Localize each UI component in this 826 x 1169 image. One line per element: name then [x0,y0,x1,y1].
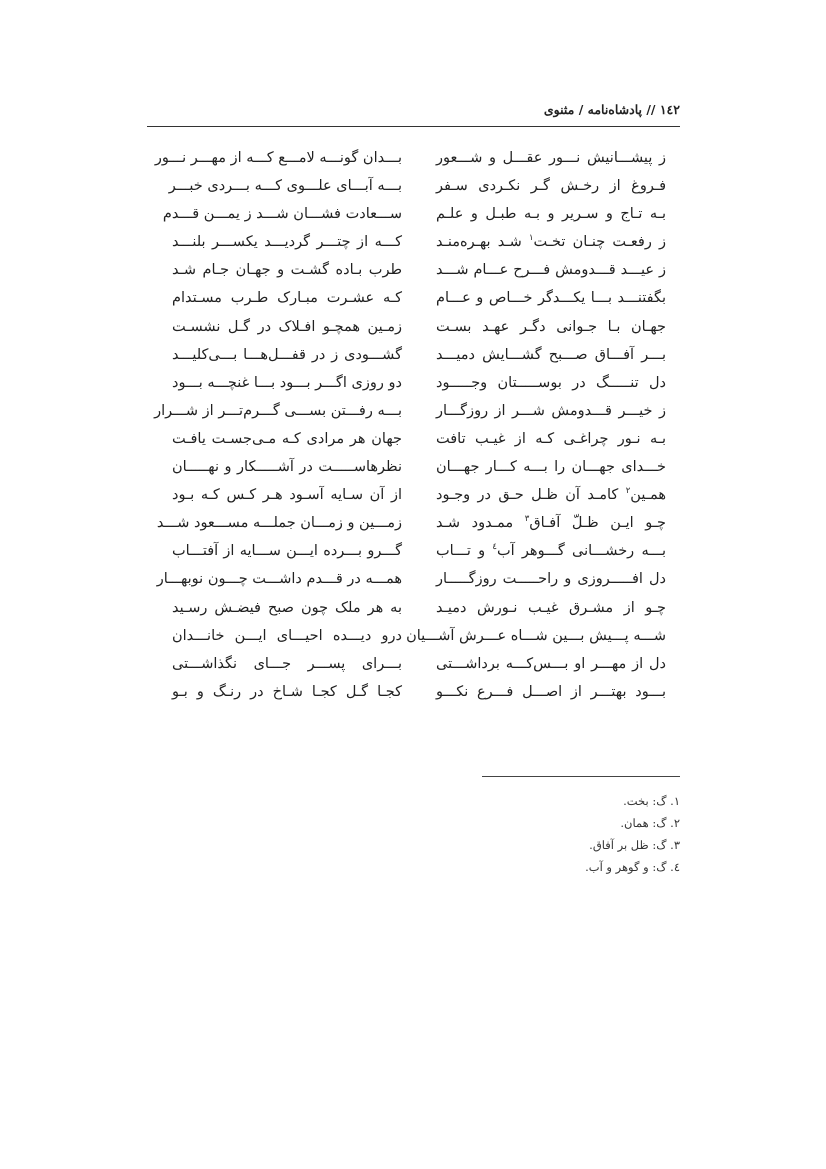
verse-text: بـه تـاج و سـریر و بـه طبـل و علـم [436,206,666,223]
verse-text: بـــه رخشـــانی گـــوهر آب [496,543,667,560]
verse-line [172,369,402,397]
verse-text: زمـــین و زمـــان جملـــه مســـعود شـــد [156,515,402,532]
verse-line [406,622,666,650]
verse-line [436,228,666,256]
verse-text: بگفتنـــد بـــا یکـــدگر خـــاص و عـــام [436,290,666,307]
verse-line [154,144,402,172]
footnote-item: ٤. گ: و گوهر و آب. [585,860,680,874]
verse-line [172,650,402,678]
verse-line [172,313,402,341]
verse-line [436,341,666,369]
verse-line [154,397,402,425]
running-header: ١٤٢ // پادشاه‌نامه / مثنوی [543,102,680,117]
verse-line [436,453,666,481]
verse-text-continued: و تـــاب [436,543,493,560]
verse-text: بـــرای پســـر جـــای نگذاشـــتی [172,655,402,672]
verse-line [436,172,666,200]
footnote-item: ١. گ: بخت. [623,794,680,808]
verse-line [436,678,666,706]
verse-line [436,481,666,509]
verse-text: دل افـــــروزی و راحـــــت روزگـــــار [436,571,666,588]
verse-text: دل تنـــــگ در بوســـــتان وجـــــود [436,374,666,391]
verse-line [172,425,402,453]
verse-text: چـو از مشـرق غیـب نـورش دمیـد [436,599,666,616]
footnotes [470,790,680,878]
footnote-marker: ٣ [524,514,530,525]
verse-text: بـــود بهتـــر از اصـــل فـــرع نکـــو [436,683,666,700]
verse-line [436,369,666,397]
verse-text-continued: شـد بهـره‌منـد [436,234,529,251]
verse-line [172,453,402,481]
verse-text-continued: کامـد آن ظـل حـق در وجـود [436,487,626,504]
verse-text: شـــه پـــیش بـــین شـــاه عـــرش آشـــیان [406,627,666,644]
verse-line [436,565,666,593]
verse-line [172,284,402,312]
verse-text: گـــرو بـــرده ایـــن ســـایه از آفتـــاب [172,543,402,560]
verse-text: چـو ایـن ظـلّ آفـاق [529,515,666,532]
verse-line [172,537,402,565]
verse-text: ســـعادت فشـــان شـــد ز یمـــن قـــدم [162,206,402,223]
verse-line [162,200,402,228]
verse-text: خـــدای جهـــان را بـــه کـــار جهـــان [436,459,666,476]
verse-text: زمـین همچـو افـلاک در گـل نشسـت [172,318,402,335]
verse-line [436,256,666,284]
footnote-marker: ٤ [492,542,497,553]
verse-text: به هر ملک چون صبح فیضـش رسـید [172,599,402,616]
footnote-marker: ١ [528,233,534,244]
verse-text: جهـان بـا جـوانی دگـر عهـد بسـت [436,318,666,335]
verse-text: ز عیـــد قـــدومش فـــرح عـــام شـــد [436,262,666,279]
verse-text: همـین [630,487,666,504]
verse-line [436,594,666,622]
verse-line [436,650,666,678]
verse-line [436,425,666,453]
verse-line [172,594,402,622]
header-rule [147,126,680,127]
verse-line [156,509,402,537]
verse-line [156,565,402,593]
verse-text: گشـــودی ز در قفـــل‌هـــا بـــی‌کلیـــد [172,346,402,363]
verse-line [436,313,666,341]
verse-text: بـــه رفـــتن بســـی گـــرم‌تـــر از شـــرار [154,402,402,419]
verse-text: ز خیـــر قـــدومش شـــر از روزگـــار [436,402,666,419]
verse-line [172,341,402,369]
verse-text-continued: ممـدود شـد [436,515,525,532]
footnote-marker: ٢ [625,486,631,497]
verse-text: کجـا گـل کجـا شـاخ در رنـگ و بـو [172,683,402,700]
verse-text: کـه عشـرت مبـارک طـرب مسـتدام [172,290,402,307]
poem-column-left [154,144,402,706]
verse-line [436,397,666,425]
verse-text: نظرهاســـــت در آشـــــکار و نهـــــان [172,459,402,476]
verse-line [172,678,402,706]
footnote-item: ٣. گ: ظل بر آفاق. [589,838,680,852]
verse-line [172,228,402,256]
verse-text: کـــه از چتـــر گردیـــد یکســـر بلنـــد [172,234,402,251]
verse-line [436,537,666,565]
poem-column-right [406,144,667,706]
verse-text: ز پیشـــانیش نـــور عقـــل و شـــعور [436,150,666,166]
verse-line [436,144,666,172]
verse-text: جهان هر مرادی کـه مـی‌جسـت یافـت [172,430,402,447]
verse-line [172,622,402,650]
verse-text: بـه نـور چراغـی کـه از غیـب تافت [436,430,666,447]
verse-text: درو دیـــده احیـــای ایـــن خانـــدان [172,627,402,644]
verse-text: دو روزی اگـــر بـــود بـــا غنچـــه بـــود [172,374,402,391]
verse-text: بـــه آبـــای علـــوی کـــه بـــردی خبـــر [168,178,402,195]
verse-text: بـــدان گونـــه لامـــع کـــه از مهـــر نـــور [154,150,402,166]
verse-text: فـروغ از رخـش گـر نکـردی سـفر [436,178,666,195]
verse-line [168,172,402,200]
verse-text: بـــر آفـــاق صـــبح گشـــایش دمیـــد [436,346,666,363]
footnote-item: ٢. گ: همان. [620,816,680,830]
verse-line [172,481,402,509]
verse-text: طرب بـاده گشـت و جهـان جـام شـد [172,262,402,279]
verse-line [436,284,666,312]
verse-line [436,200,666,228]
verse-text: همـــه در قـــدم داشـــت چـــون نوبهـــار [156,571,402,588]
verse-text: از آن سـایه آسـود هـر کـس کـه بـود [172,487,402,504]
verse-line [436,509,666,537]
verse-text: دل از مهـــر او بـــس‌کـــه برداشـــتی [436,655,666,672]
verse-text: ز رفعـت چنـان تخـت [533,234,667,251]
footnote-rule [482,776,680,777]
verse-line [172,256,402,284]
